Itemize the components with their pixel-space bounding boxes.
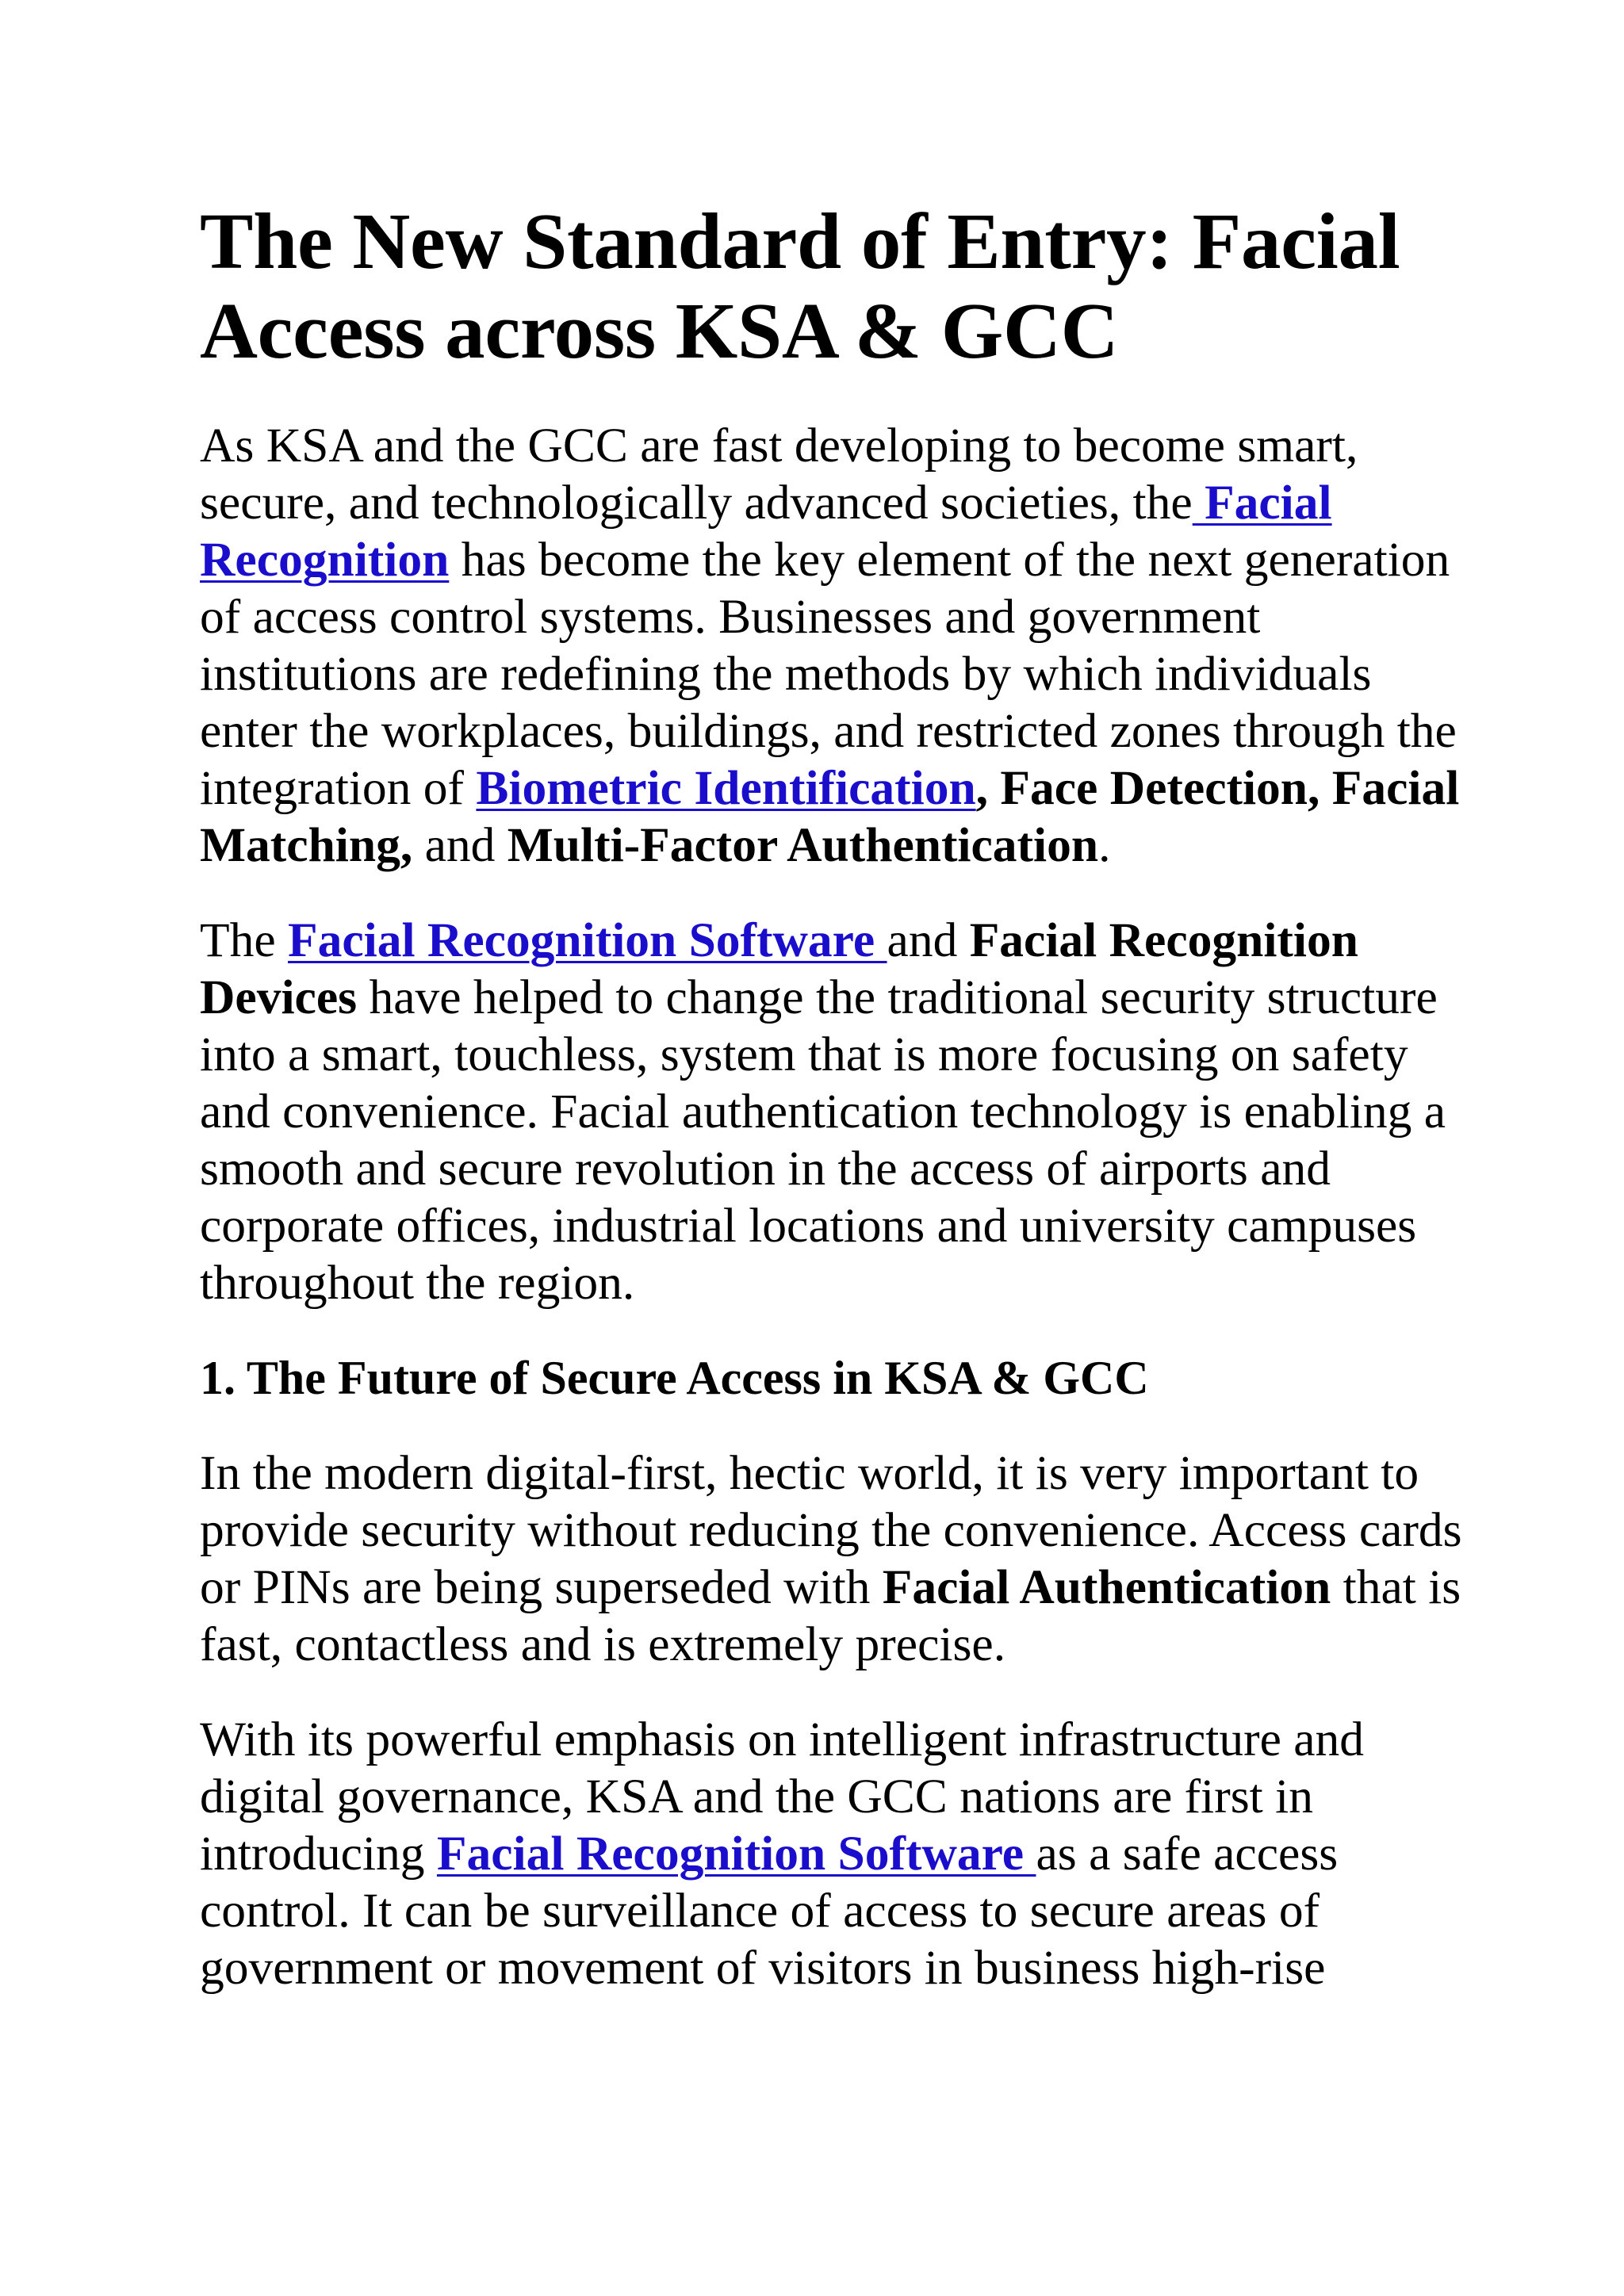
intro-bold-terms: , Face Detection, Facial Matching, (200, 761, 1460, 872)
document-title: The New Standard of Entry: Facial Access across KSA & GCC (200, 197, 1400, 375)
infrastructure-text-1: With its powerful emphasis on intelligent infrastructure and digital governance, KSA and the GCC nations are first in introducing (200, 1712, 1365, 1881)
document-content (200, 197, 1469, 2034)
section-heading-1: 1. The Future of Secure Access in KSA & GCC (200, 1352, 1149, 1404)
infrastructure-paragraph (200, 1711, 1469, 1996)
facial-recognition-link[interactable]: Facial Recognition (200, 476, 1332, 587)
software-text-2: and (887, 913, 970, 967)
intro-text-3: and (412, 818, 508, 872)
intro-bold-mfa: Multi-Factor Authentication (507, 818, 1099, 872)
software-bold-devices: Facial Recognition Devices (200, 913, 1358, 1024)
intro-text-1: As KSA and the GCC are fast developing to become smart, secure, and technologically advanced societies, the (200, 419, 1358, 530)
future-bold-authentication: Facial Authentication (882, 1560, 1331, 1614)
software-text-3: have helped to change the traditional security structure into a smart, touchless, system that is more focusing on safety and convenience. Facial authentication technology is enabling a smooth and secure revolution in the access of airports and corporate offices, industrial locations and university campuses throughout the region. (200, 970, 1446, 1310)
biometric-identification-link[interactable]: Biometric Identification (476, 761, 976, 815)
facial-recognition-software-link-2[interactable]: Facial Recognition Software (436, 1827, 1036, 1881)
future-text-1: In the modern digital-first, hectic world, it is very important to provide security without reducing the convenience. Access cards or PINs are being superseded with (200, 1446, 1462, 1614)
future-text-2: that is fast, contactless and is extremely precise. (200, 1560, 1461, 1671)
software-paragraph (200, 912, 1469, 1311)
intro-text-4: . (1098, 818, 1111, 872)
software-text-1: The (200, 913, 288, 967)
facial-recognition-software-link[interactable]: Facial Recognition Software (288, 913, 887, 967)
future-paragraph (200, 1445, 1469, 1673)
intro-text-2: has become the key element of the next generation of access control systems. Businesses and government institutions are redefining the methods by which individuals enter the workplaces, buildings, and restricted zones through the integration of (200, 533, 1457, 815)
intro-paragraph (200, 417, 1469, 874)
infrastructure-text-2: as a safe access control. It can be surveillance of access to secure areas of government or movement of visitors in business high-rise (200, 1827, 1339, 1995)
